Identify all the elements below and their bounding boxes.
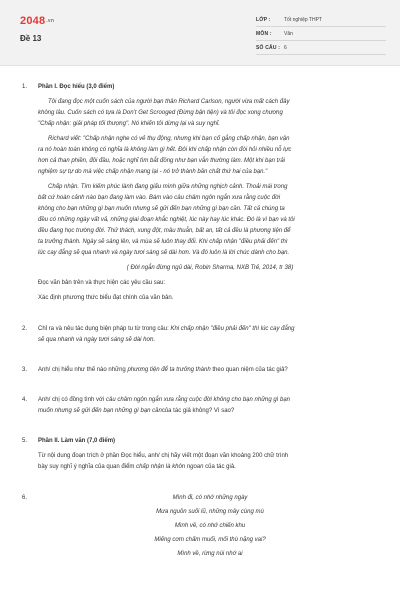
poem-line: Mưa nguồn suối lũ, những mây cùng mù <box>156 509 264 515</box>
passage-citation: ( Đời ngắn đừng ngủ dài, Robin Sharma, NXB Trẻ, 2014, tr 38) <box>126 265 294 271</box>
quoted-sentence: Khi chấp nhận "điều phải đến" thì lúc cay đắng <box>170 326 295 332</box>
question-text: Từ nội dung đoạn trích ở phần Đọc hiểu, anh/ chị hãy viết một đoạn văn khoảng 200 chữ trình <box>38 453 289 459</box>
poem-line: Mình đi, có nhớ những ngày <box>172 495 248 501</box>
passage-line: bất cứ hoàn cảnh nào bạn đang làm vào. Bám vào câu châm ngôn ngắn xưa rằng cuộc đời <box>38 195 281 201</box>
passage-line: ta trưởng thành. Ngày sẽ sáng lên, và mùa sẽ luôn thay đổi. Khi chấp nhận "điều phải đến" thì <box>38 239 288 245</box>
passage-line: hơn cả than phiền, đôi đầu, hoặc nghĩ tìm bắt đồng như bạn vẫn thường làm. Một khi bạn trải <box>38 158 286 164</box>
passage-line: Tôi đang đọc một cuốn sách của người bạn thân Richard Carlson, người vừa mất cách đây <box>48 99 290 105</box>
question-text <box>38 462 382 473</box>
exam-title: Đề 13 <box>20 34 42 43</box>
question-1 <box>22 82 382 304</box>
question-text-part: Anh/ chị có đồng tình với <box>38 397 106 403</box>
passage-line: không cho bạn những gì bạn muốn nhưng sẽ gửi đến bạn những gì bạn cần. Tất cả chúng ta <box>38 206 285 212</box>
question-number: 1. <box>22 84 28 90</box>
passage-line: không lâu. Cuốn sách có tựa là Don’t Get Scrooged (Đừng bận tiện) và tôi đọc xong chương <box>38 110 283 116</box>
exam-content <box>22 82 382 560</box>
question-text <box>38 335 382 346</box>
passage-line: ra nó hoàn toàn không có nghĩa là không làm gì hết. Đôi khi chấp nhận còn đòi hỏi nhiều nỗ lực <box>38 147 292 153</box>
meta-row-class <box>256 14 386 27</box>
question-number: 6. <box>22 495 28 501</box>
question-text-part: Chỉ ra và nêu tác dụng biện pháp tu từ trong câu: <box>38 326 171 332</box>
question-text <box>38 365 382 376</box>
quoted-phrase: câu châm ngôn ngắn xưa rằng cuộc đời không cho bạn những gì bạn <box>105 397 291 403</box>
question-number: 4. <box>22 397 28 403</box>
meta-key-class: LỚP : <box>256 17 271 23</box>
question-text-part: theo quan niệm của tác giả? <box>210 367 288 373</box>
quoted-sentence: sẽ qua nhanh và ngày tươi sáng sẽ dài hơn. <box>38 337 156 343</box>
question-3 <box>22 365 382 376</box>
meta-row-subject <box>256 28 386 41</box>
passage-line: nghiệm sự tự do mà việc chấp nhận mang lại - nó trở thành bản chất thứ hai của bạn." <box>38 169 268 175</box>
question-text <box>38 395 382 406</box>
section-heading-reading: Phần I. Đọc hiểu (3,0 điểm) <box>38 84 115 90</box>
passage-line: Chấp nhận. Tìm kiếm phúc lành đang giấu mình giữa những nghịch cảnh. Thoải mái trong <box>48 184 288 190</box>
question-text-part: Anh/ chị hiểu như thế nào những <box>38 367 128 373</box>
quoted-phrase: chấp nhận là khôn ngoan <box>136 464 204 470</box>
question-text-part: của tác giả không? Vì sao? <box>161 408 235 414</box>
poem-line: Miếng cơm chấm muối, mối thù nặng vai? <box>154 537 266 543</box>
document-header <box>0 0 400 66</box>
logo-main-text: 2048 <box>20 15 46 27</box>
question-2 <box>22 324 382 346</box>
question-6 <box>22 493 382 560</box>
meta-key-subject: MÔN : <box>256 31 272 37</box>
passage-line: đều đang học trường đời. Thử thách, xung đột, mâu thuẫn, bất an, tất cả đều là phương tiện để <box>38 228 291 234</box>
meta-key-question-count: SỐ CÂU : <box>256 45 281 51</box>
site-logo[interactable] <box>20 15 54 27</box>
question-text <box>38 324 382 335</box>
passage-paragraph-2 <box>38 134 382 178</box>
question-text: Xác định phương thức biểu đạt chính của văn bản. <box>38 295 174 301</box>
question-number: 5. <box>22 438 28 444</box>
poem-line: Mình về, rừng núi nhớ ai <box>177 551 243 557</box>
question-5 <box>22 436 382 473</box>
poem-excerpt <box>38 493 382 560</box>
section-heading-writing: Phần II. Làm văn (7,0 điểm) <box>38 438 116 444</box>
quoted-phrase: phương tiện để ta trưởng thành <box>127 367 211 373</box>
poem-line: Mình về, có nhớ chiến khu <box>174 523 246 529</box>
meta-value-class: Tốt nghiệp THPT <box>284 17 322 23</box>
meta-row-question-count <box>256 42 386 55</box>
question-number: 2. <box>22 326 28 332</box>
passage-line: "Chấp nhận: giải pháp tối thượng". Nó khiến tôi dừng lại và suy nghĩ. <box>38 121 220 127</box>
passage-line: lúc cay đắng sẽ qua nhanh và ngày tươi sáng sẽ dài hơn. Và đó luôn là lời chúc dành cho bạn. <box>38 250 290 256</box>
question-text-part: của tác giả. <box>203 464 236 470</box>
passage-line: đều có những ngày vất vả, những giai đoạn khắc nghiệt, lúc này hay lúc khác. Đó là vì bạn và tôi <box>38 217 295 223</box>
exam-meta-table <box>256 14 386 56</box>
question-text <box>38 406 382 417</box>
logo-sub-text: .vn <box>46 18 55 25</box>
question-text-part: bày suy nghĩ ý nghĩa của quan điểm <box>38 464 137 470</box>
passage-paragraph-1 <box>38 97 382 130</box>
question-number: 3. <box>22 367 28 373</box>
meta-value-subject: Văn <box>284 31 293 37</box>
passage-paragraph-3 <box>38 182 382 259</box>
question-4 <box>22 395 382 417</box>
passage-line: Richard viết: "Chấp nhận nghe có vẻ thụ động, nhưng khi bạn cố gắng chấp nhận, bạn vận <box>48 136 290 142</box>
meta-value-question-count: 6 <box>284 45 287 51</box>
instruction-text: Đọc văn bản trên và thực hiện các yêu cầu sau: <box>38 280 166 286</box>
quoted-phrase: muốn nhưng sẽ gửi đến bạn những gì bạn cần <box>38 408 162 414</box>
